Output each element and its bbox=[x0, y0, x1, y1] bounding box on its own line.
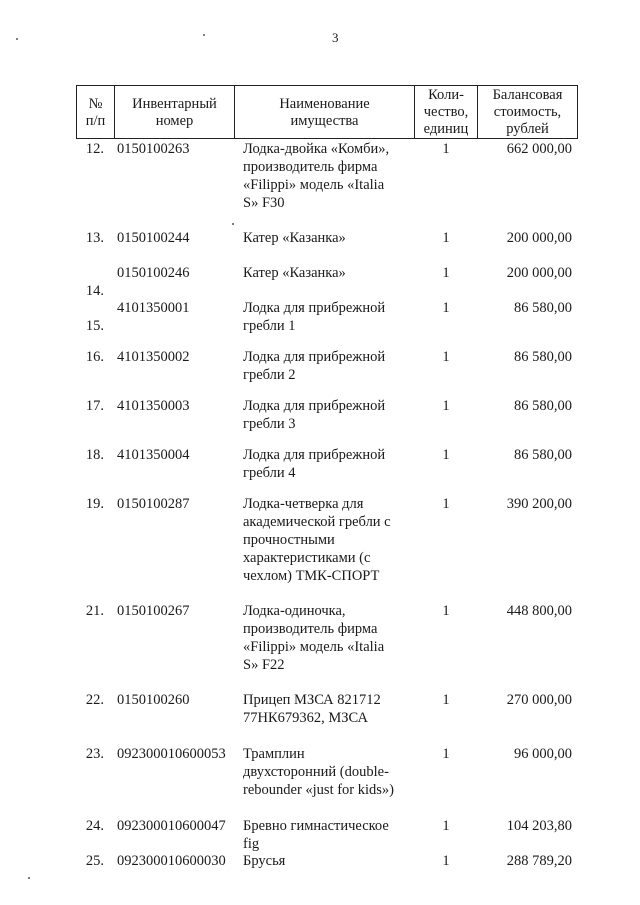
item-name bbox=[243, 348, 385, 384]
item-name-line: Бревно гимнастическое bbox=[243, 818, 389, 834]
header-cost-line: Балансовая bbox=[492, 87, 563, 103]
item-name bbox=[243, 495, 391, 585]
row-number: 19. bbox=[85, 496, 104, 512]
row-number: 13. bbox=[85, 230, 104, 246]
quantity: 1 bbox=[442, 692, 450, 708]
quantity: 1 bbox=[442, 349, 450, 365]
item-name bbox=[243, 852, 285, 870]
item-name-line: прочностными bbox=[243, 532, 335, 548]
header-name-line: Наименование bbox=[279, 96, 370, 112]
header-quantity-line: единиц bbox=[423, 121, 469, 137]
header-quantity bbox=[415, 87, 477, 138]
quantity: 1 bbox=[442, 746, 450, 762]
balance-cost: 86 580,00 bbox=[514, 447, 572, 463]
balance-cost: 86 580,00 bbox=[514, 349, 572, 365]
header-cost-line: рублей bbox=[506, 121, 549, 137]
item-name-line: Катер «Казанка» bbox=[243, 265, 346, 281]
scan-speck bbox=[16, 38, 18, 40]
item-name bbox=[243, 299, 385, 335]
inventory-number: 4101350001 bbox=[117, 300, 190, 316]
item-name-line: гребли 4 bbox=[243, 465, 296, 481]
quantity: 1 bbox=[442, 603, 450, 619]
header-num bbox=[77, 96, 114, 130]
item-name-line: двухсторонний (double- bbox=[243, 764, 389, 780]
scan-speck bbox=[203, 34, 205, 36]
item-name-line: Лодка-двойка «Комби», bbox=[243, 141, 390, 157]
balance-cost: 270 000,00 bbox=[506, 692, 572, 708]
item-name-line: чехлом) ТМК-СПОРТ bbox=[243, 568, 380, 584]
balance-cost: 662 000,00 bbox=[506, 141, 572, 157]
scan-speck bbox=[28, 877, 30, 879]
item-name bbox=[243, 691, 381, 727]
header-name bbox=[235, 96, 414, 130]
balance-cost: 96 000,00 bbox=[514, 746, 572, 762]
header-inventory-line: Инвентарный bbox=[132, 96, 217, 112]
balance-cost: 390 200,00 bbox=[506, 496, 572, 512]
inventory-number: 092300010600030 bbox=[117, 853, 226, 869]
inventory-number: 0150100267 bbox=[117, 603, 190, 619]
balance-cost: 288 789,20 bbox=[506, 853, 572, 869]
row-number: 14. bbox=[85, 283, 104, 299]
scan-speck bbox=[232, 223, 234, 225]
inventory-number: 0150100246 bbox=[117, 265, 190, 281]
inventory-number: 0150100263 bbox=[117, 141, 190, 157]
row-number: 15. bbox=[85, 318, 104, 334]
row-number: 16. bbox=[85, 349, 104, 365]
row-number: 24. bbox=[85, 818, 104, 834]
item-name-line: производитель фирма bbox=[243, 159, 378, 175]
header-bottom-border bbox=[76, 138, 578, 139]
inventory-number: 4101350004 bbox=[117, 447, 190, 463]
item-name-line: характеристиками (с bbox=[243, 550, 371, 566]
item-name-line: гребли 1 bbox=[243, 318, 296, 334]
item-name bbox=[243, 397, 385, 433]
quantity: 1 bbox=[442, 398, 450, 414]
item-name-line: «Filippi» модель «Italia bbox=[243, 639, 385, 655]
item-name-line: производитель фирма bbox=[243, 621, 378, 637]
quantity: 1 bbox=[442, 141, 450, 157]
header-inventory-line: номер bbox=[155, 113, 194, 129]
item-name-line: гребли 2 bbox=[243, 367, 296, 383]
item-name bbox=[243, 446, 385, 482]
quantity: 1 bbox=[442, 818, 450, 834]
row-number: 12. bbox=[85, 141, 104, 157]
balance-cost: 200 000,00 bbox=[506, 265, 572, 281]
inventory-number: 0150100287 bbox=[117, 496, 190, 512]
inventory-number: 0150100244 bbox=[117, 230, 190, 246]
item-name-line: Прицеп МЗСА 821712 bbox=[243, 692, 381, 708]
quantity: 1 bbox=[442, 496, 450, 512]
header-quantity-line: Коли- bbox=[428, 87, 464, 103]
inventory-number: 0150100260 bbox=[117, 692, 190, 708]
item-name-line: Трамплин bbox=[243, 746, 305, 762]
row-number: 22. bbox=[85, 692, 104, 708]
header-inventory bbox=[115, 96, 234, 130]
item-name-line: Лодка для прибрежной bbox=[243, 300, 386, 316]
item-name-line: гребли 3 bbox=[243, 416, 296, 432]
inventory-number: 4101350002 bbox=[117, 349, 190, 365]
item-name bbox=[243, 745, 394, 799]
quantity: 1 bbox=[442, 853, 450, 869]
item-name-line: S» F30 bbox=[243, 195, 285, 211]
item-name-line: академической гребли с bbox=[243, 514, 391, 530]
page-number: 3 bbox=[332, 30, 339, 45]
row-number: 25. bbox=[85, 853, 104, 869]
header-cost-line: стоимость, bbox=[493, 104, 562, 120]
header-num-line: п/п bbox=[85, 113, 106, 129]
item-name-line: fig bbox=[243, 836, 260, 852]
header-name-line: имущества bbox=[290, 113, 359, 129]
item-name bbox=[243, 817, 389, 853]
quantity: 1 bbox=[442, 300, 450, 316]
quantity: 1 bbox=[442, 447, 450, 463]
item-name-line: Лодка для прибрежной bbox=[243, 349, 386, 365]
item-name-line: Брусья bbox=[243, 853, 286, 869]
row-number: 17. bbox=[85, 398, 104, 414]
item-name-line: S» F22 bbox=[243, 657, 285, 673]
balance-cost: 104 203,80 bbox=[506, 818, 572, 834]
row-number: 23. bbox=[85, 746, 104, 762]
item-name-line: Лодка для прибрежной bbox=[243, 398, 386, 414]
header-quantity-line: чество, bbox=[423, 104, 469, 120]
balance-cost: 86 580,00 bbox=[514, 398, 572, 414]
item-name-line: rebounder «just for kids») bbox=[243, 782, 395, 798]
header-num-line: № bbox=[88, 96, 103, 112]
item-name-line: 77НК679362, МЗСА bbox=[243, 710, 368, 726]
header-top-border bbox=[76, 85, 578, 86]
item-name bbox=[243, 602, 384, 674]
balance-cost: 448 800,00 bbox=[506, 603, 572, 619]
header-border-right bbox=[577, 85, 578, 139]
inventory-number: 092300010600053 bbox=[117, 746, 226, 762]
item-name bbox=[243, 264, 346, 282]
item-name-line: Катер «Казанка» bbox=[243, 230, 346, 246]
inventory-number: 4101350003 bbox=[117, 398, 190, 414]
item-name-line: «Filippi» модель «Italia bbox=[243, 177, 385, 193]
balance-cost: 200 000,00 bbox=[506, 230, 572, 246]
item-name-line: Лодка для прибрежной bbox=[243, 447, 386, 463]
item-name bbox=[243, 229, 346, 247]
item-name bbox=[243, 140, 389, 212]
balance-cost: 86 580,00 bbox=[514, 300, 572, 316]
item-name-line: Лодка-одиночка, bbox=[243, 603, 346, 619]
quantity: 1 bbox=[442, 265, 450, 281]
row-number: 18. bbox=[85, 447, 104, 463]
quantity: 1 bbox=[442, 230, 450, 246]
row-number: 21. bbox=[85, 603, 104, 619]
item-name-line: Лодка-четверка для bbox=[243, 496, 364, 512]
inventory-number: 092300010600047 bbox=[117, 818, 226, 834]
header-cost bbox=[478, 87, 577, 138]
